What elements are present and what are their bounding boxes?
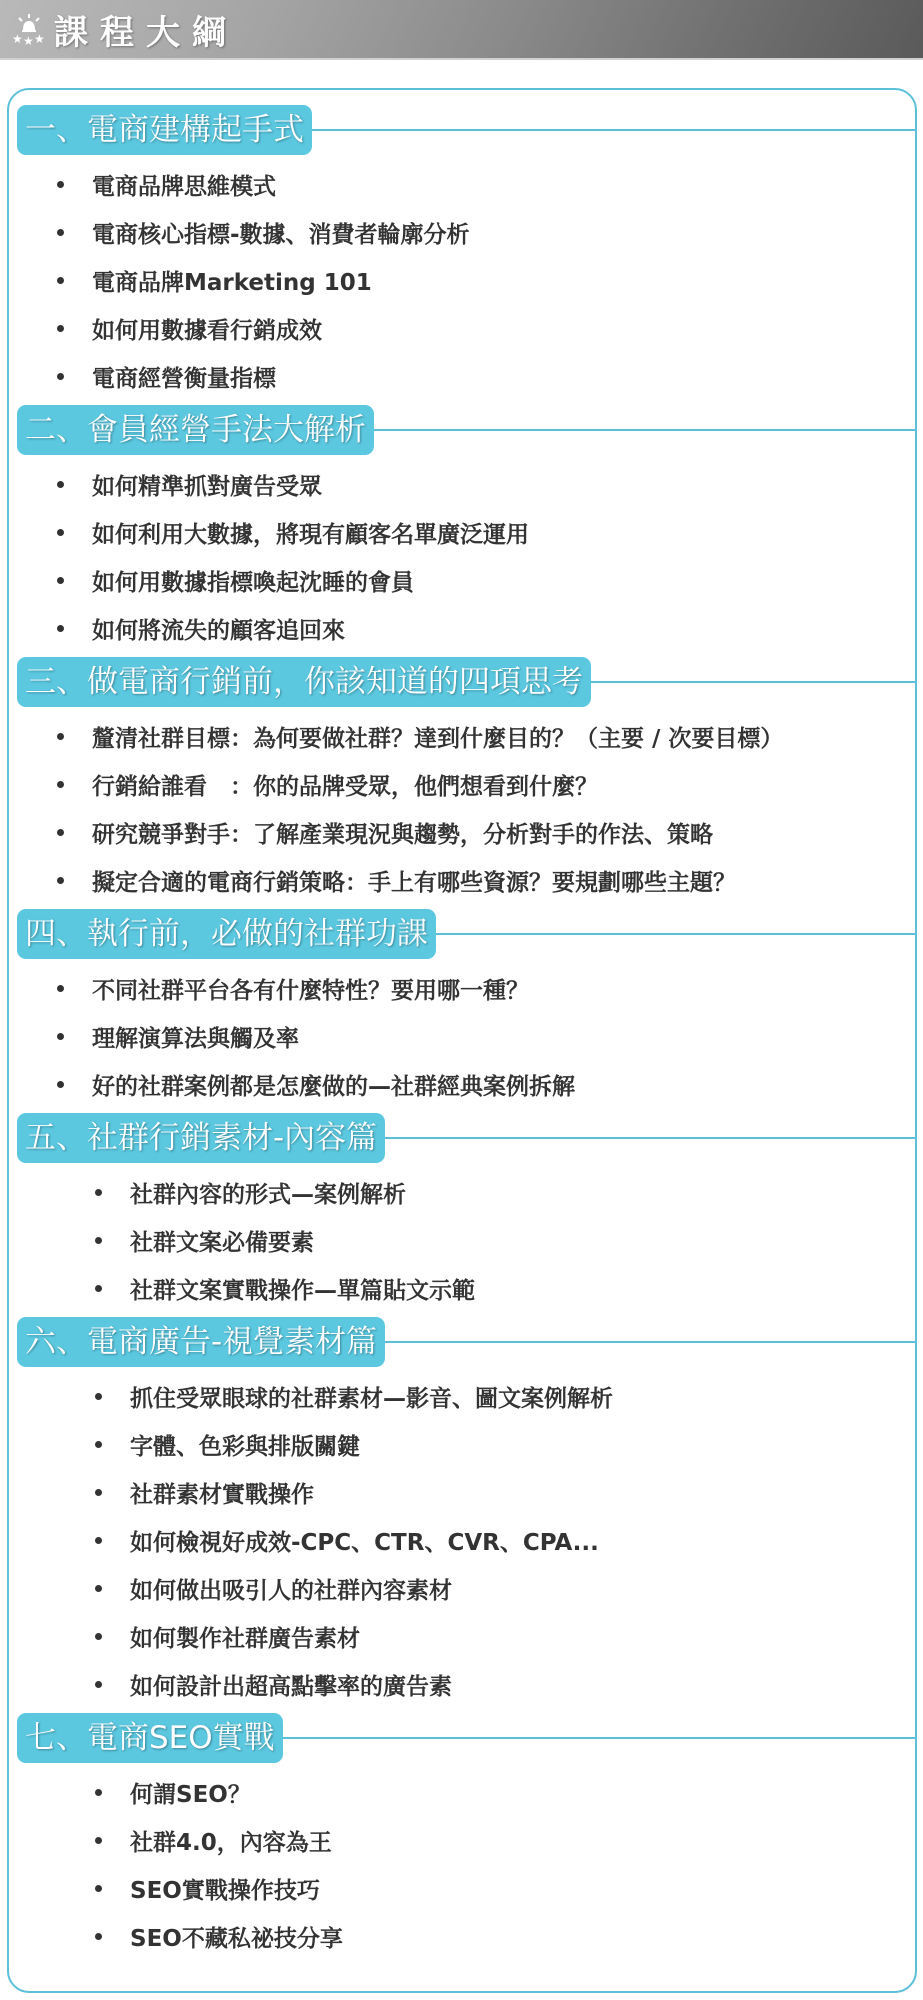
section-title: 三、做電商行銷前，你該知道的四項思考 (17, 657, 591, 707)
list-item-text: 如何製作社群廣告素材 (130, 1625, 360, 1652)
list-item-text: 電商核心指標-數據、消費者輪廓分析 (92, 221, 470, 248)
bullet-icon (57, 877, 64, 884)
list-item-text: 如何檢視好成效-CPC、CTR、CVR、CPA... (130, 1529, 599, 1556)
section-header (7, 400, 917, 460)
list-item (7, 208, 917, 256)
bullet-icon (57, 373, 64, 380)
bullet-icon (57, 1033, 64, 1040)
section-title: 一、電商建構起手式 (17, 105, 312, 155)
list-item (7, 160, 917, 208)
list-item-text: 如何利用大數據，將現有顧客名單廣泛運用 (92, 521, 529, 548)
bullet-icon (95, 1585, 102, 1592)
list-item-text: 如何精準抓對廣告受眾 (92, 473, 322, 500)
list-item-text: 研究競爭對手：了解產業現況與趨勢，分析對手的作法、策略 (92, 821, 713, 848)
bell-stars-icon (12, 12, 46, 46)
section-title: 二、會員經營手法大解析 (17, 405, 374, 455)
section-7 (7, 1708, 917, 1960)
list-item (7, 1768, 917, 1816)
list-item-text: 抓住受眾眼球的社群素材—影音、圖文案例解析 (130, 1385, 613, 1412)
list-item-text: 行銷給誰看 ：你的品牌受眾，他們想看到什麼？ (92, 773, 598, 800)
course-outline (7, 100, 917, 1960)
bullet-icon (95, 1537, 102, 1544)
bullet-icon (95, 1393, 102, 1400)
bullet-icon (95, 1285, 102, 1292)
list-item-text: 社群文案必備要素 (130, 1229, 314, 1256)
list-item-text: 社群素材實戰操作 (130, 1481, 314, 1508)
list-item (7, 1216, 917, 1264)
list-item (7, 760, 917, 808)
list-item-text: 社群4.0，內容為王 (130, 1829, 332, 1856)
bullet-icon (57, 733, 64, 740)
section-header (7, 100, 917, 160)
list-item-text: 如何將流失的顧客追回來 (92, 617, 345, 644)
section-1 (7, 100, 917, 400)
section-header (7, 652, 917, 712)
list-item (7, 808, 917, 856)
list-item-text: 不同社群平台各有什麼特性？要用哪一種？ (92, 977, 529, 1004)
section-4 (7, 904, 917, 1108)
list-item-text: 如何做出吸引人的社群內容素材 (130, 1577, 452, 1604)
list-item (7, 1816, 917, 1864)
page-title: 課程大綱 (54, 12, 238, 53)
bullet-icon (57, 1081, 64, 1088)
list-item (7, 304, 917, 352)
list-item (7, 1060, 917, 1108)
list-item-text: 理解演算法與觸及率 (92, 1025, 299, 1052)
list-item-text: 社群內容的形式—案例解析 (130, 1181, 406, 1208)
list-item-text: 何謂SEO？ (130, 1781, 251, 1808)
list-item (7, 712, 917, 760)
list-item-text: 釐清社群目標：為何要做社群？達到什麼目的？（主要 / 次要目標） (92, 725, 784, 752)
bullet-icon (95, 1489, 102, 1496)
list-item (7, 460, 917, 508)
list-item (7, 1912, 917, 1960)
bullet-icon (57, 781, 64, 788)
list-item-text: 擬定合適的電商行銷策略：手上有哪些資源？要規劃哪些主題？ (92, 869, 736, 896)
list-item-text: 社群文案實戰操作—單篇貼文示範 (130, 1277, 475, 1304)
bullet-icon (57, 229, 64, 236)
list-item (7, 1660, 917, 1708)
list-item (7, 256, 917, 304)
section-header (7, 1312, 917, 1372)
list-item (7, 1012, 917, 1060)
list-item-text: 如何用數據指標喚起沈睡的會員 (92, 569, 414, 596)
bullet-icon (95, 1885, 102, 1892)
list-item (7, 964, 917, 1012)
section-3 (7, 652, 917, 904)
list-item-text: 好的社群案例都是怎麼做的—社群經典案例拆解 (92, 1073, 575, 1100)
list-item-text: SEO不藏私祕技分享 (130, 1925, 343, 1952)
list-item (7, 604, 917, 652)
section-title: 六、電商廣告-視覺素材篇 (17, 1317, 385, 1367)
list-item (7, 1516, 917, 1564)
section-title: 四、執行前，必做的社群功課 (17, 909, 436, 959)
list-item (7, 1468, 917, 1516)
bullet-icon (57, 985, 64, 992)
bullet-icon (57, 625, 64, 632)
bullet-icon (57, 181, 64, 188)
list-item (7, 352, 917, 400)
section-6 (7, 1312, 917, 1708)
bullet-icon (57, 325, 64, 332)
list-item (7, 1864, 917, 1912)
section-5 (7, 1108, 917, 1312)
bullet-icon (95, 1681, 102, 1688)
header-banner (0, 0, 923, 60)
svg-text:★: ★ (23, 34, 34, 46)
list-item (7, 1420, 917, 1468)
list-item (7, 1612, 917, 1660)
list-item-text: 電商品牌思維模式 (92, 173, 276, 200)
bullet-icon (95, 1189, 102, 1196)
section-header (7, 904, 917, 964)
bullet-icon (57, 277, 64, 284)
bullet-icon (57, 481, 64, 488)
bullet-icon (95, 1633, 102, 1640)
list-item (7, 1168, 917, 1216)
bullet-icon (57, 829, 64, 836)
list-item (7, 856, 917, 904)
list-item (7, 1372, 917, 1420)
list-item (7, 1264, 917, 1312)
bullet-icon (95, 1837, 102, 1844)
list-item-text: 如何用數據看行銷成效 (92, 317, 322, 344)
bullet-icon (95, 1237, 102, 1244)
svg-text:★: ★ (12, 32, 23, 46)
bullet-icon (95, 1933, 102, 1940)
list-item (7, 556, 917, 604)
list-item-text: SEO實戰操作技巧 (130, 1877, 320, 1904)
bullet-icon (95, 1441, 102, 1448)
list-item (7, 508, 917, 556)
bullet-icon (57, 529, 64, 536)
list-item-text: 字體、色彩與排版關鍵 (130, 1433, 360, 1460)
list-item (7, 1564, 917, 1612)
list-item-text: 電商經營衡量指標 (92, 365, 276, 392)
section-title: 五、社群行銷素材-內容篇 (17, 1113, 385, 1163)
bullet-icon (95, 1789, 102, 1796)
svg-text:★: ★ (34, 32, 45, 46)
section-2 (7, 400, 917, 652)
section-header (7, 1708, 917, 1768)
section-title: 七、電商SEO實戰 (17, 1713, 283, 1763)
bullet-icon (57, 577, 64, 584)
list-item-text: 電商品牌Marketing 101 (92, 269, 372, 296)
list-item-text: 如何設計出超高點擊率的廣告素 (130, 1673, 452, 1700)
section-header (7, 1108, 917, 1168)
